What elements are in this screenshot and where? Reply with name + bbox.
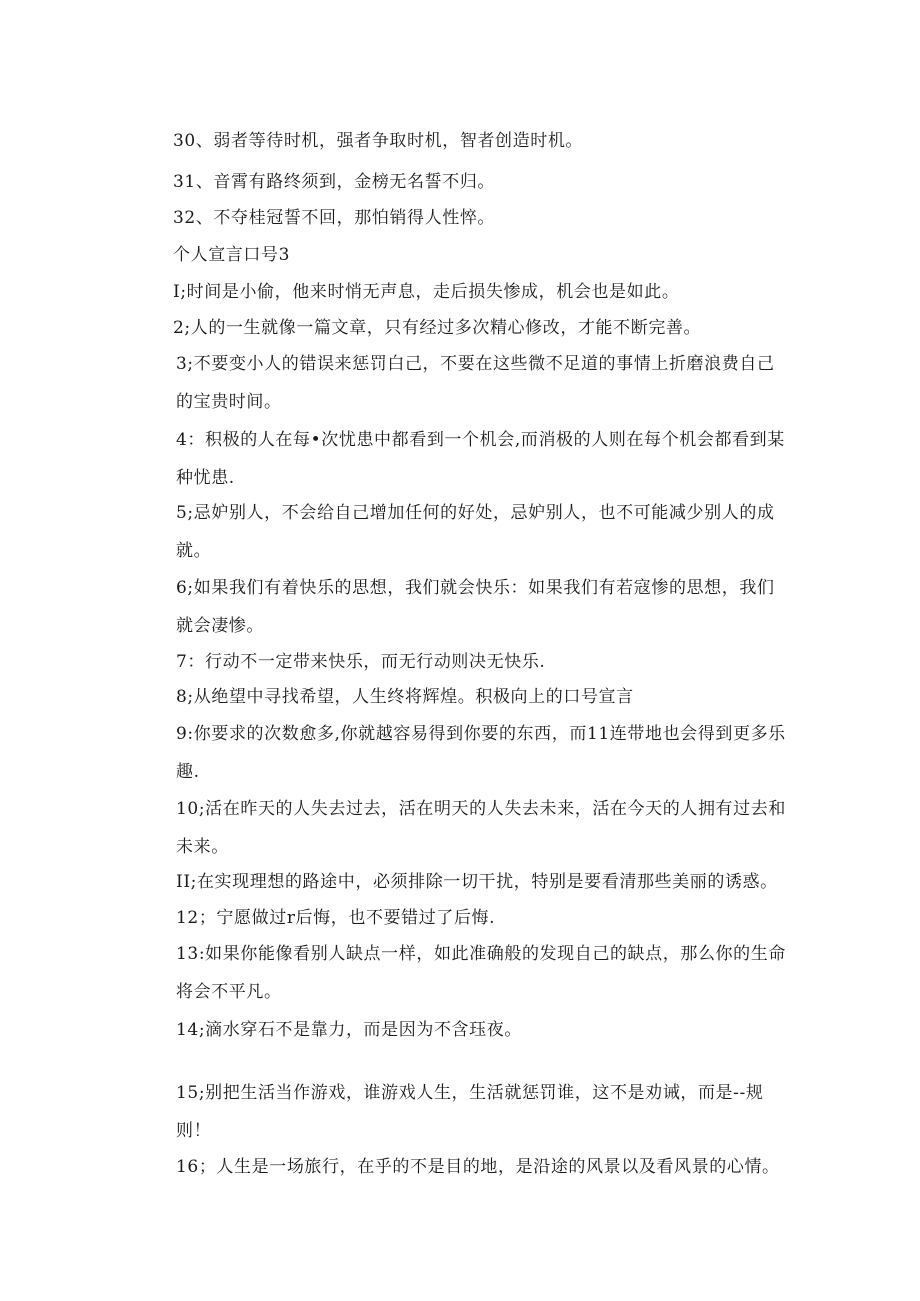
quote-12: 12；宁愿做过r后悔，也不要错过了后悔.	[176, 908, 496, 928]
section-heading: 个人宣言口号3	[173, 245, 291, 265]
quote-7: 7：行动不一定带来快乐，而无行动则决无快乐.	[176, 652, 546, 672]
quote-15: 15;别把生活当作游戏，谁游戏人生，生活就惩罚谁，这不是劝诫，而是--规则！	[176, 1083, 764, 1141]
quote-14: 14;滴水穿石不是靠力，而是因为不含珏夜。	[176, 1020, 522, 1040]
quote-11: II;在实现理想的路途中，必须排除一切干扰，特别是要看清那些美丽的诱惑。	[176, 872, 778, 892]
quote-5: 5;忌妒别人，不会给自己增加任何的好处，忌妒别人，也不可能减少别人的成就。	[176, 503, 775, 561]
quote-3: 3;不要变小人的错误来惩罚白己，不要在这些微不足道的事情上折磨浪费自己的宝贵时间。	[176, 354, 775, 412]
quote-1: I;时间是小偷，他来时悄无声息，走后损失惨成，机会也是如此。	[173, 282, 680, 302]
quote-4: 4：积极的人在每•次忧患中都看到一个机会,而消极的人则在每个机会都看到某种忧患.	[176, 430, 785, 488]
quote-2: 2;人的一生就像一篇文章，只有经过多次精心修改，才能不断完善。	[173, 318, 702, 338]
quote-9: 9:你要求的次数愈多,你就越容易得到你要的东西，而11连带地也会得到更多乐趣.	[176, 724, 786, 782]
quote-8: 8;从绝望中寻找希望，人生终将辉煌。积极向上的口号宣言	[176, 687, 634, 707]
quote-32: 32、不夺桂冠誓不回，那怕销得人性悴。	[173, 208, 496, 228]
quote-31: 31、音霄有路终须到，金榜无名誓不归。	[173, 172, 496, 192]
quote-16: 16；人生是一场旅行，在乎的不是目的地，是沿途的风景以及看风景的心情。	[176, 1157, 780, 1177]
quote-10: 10;活在昨天的人失去过去，活在明天的人失去未来，活在今天的人拥有过去和未来。	[176, 799, 786, 857]
quote-30: 30、弱者等待时机，强者争取时机，智者创造时机。	[173, 131, 584, 151]
quote-13: 13:如果你能像看别人缺点一样，如此准确般的发现自己的缺点，那么你的生命将会不平凡。	[176, 944, 786, 1002]
quote-6: 6;如果我们有着快乐的思想，我们就会快乐：如果我们有若寇惨的思想，我们就会凄惨。	[176, 578, 775, 636]
